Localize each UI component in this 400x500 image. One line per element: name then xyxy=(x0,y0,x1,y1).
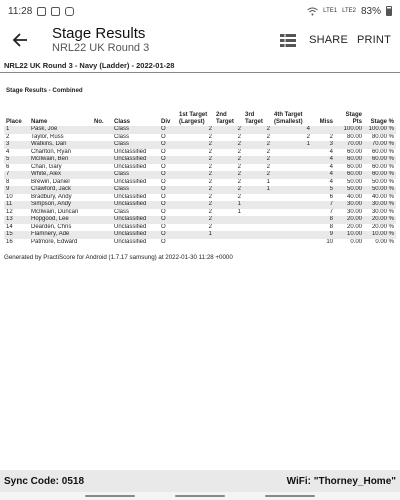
table-cell: 4 xyxy=(312,156,335,164)
signal-label-2: LTE2 xyxy=(342,8,356,14)
table-cell xyxy=(214,231,243,239)
table-row[interactable] xyxy=(4,239,396,247)
table-cell xyxy=(272,231,312,239)
table-cell: 7 xyxy=(329,208,333,215)
table-cell: 1 xyxy=(4,126,29,134)
table-cell: McIlwain, Ben xyxy=(29,156,92,164)
table-cell xyxy=(92,239,112,247)
table-cell: Pask, Joe xyxy=(29,126,92,134)
wifi-icon xyxy=(307,7,318,16)
table-cell: Unclassified xyxy=(112,156,159,164)
table-cell xyxy=(92,171,112,179)
table-cell: Charlton, Ryan xyxy=(31,148,72,155)
table-cell: 1 xyxy=(177,231,214,239)
table-cell xyxy=(92,194,112,202)
table-cell: 60.00 xyxy=(346,148,362,155)
signal-label-1: LTE1 xyxy=(323,8,338,14)
table-cell: 2 xyxy=(329,133,333,140)
table-cell: 2 xyxy=(214,141,243,149)
table-cell: Simpson, Andy xyxy=(29,201,92,209)
table-cell xyxy=(272,239,312,247)
back-nav-button[interactable] xyxy=(265,495,315,497)
table-cell: 40.00 % xyxy=(371,193,394,200)
table-cell xyxy=(177,239,214,247)
table-cell: O xyxy=(159,201,177,209)
page-title: Stage Results xyxy=(52,25,146,42)
table-row[interactable] xyxy=(4,156,396,164)
column-header: Name xyxy=(31,119,48,125)
table-cell xyxy=(214,216,243,224)
table-cell: 2 xyxy=(214,156,243,164)
column-header: Stage Pts xyxy=(345,112,362,125)
table-cell: 4 xyxy=(6,148,10,155)
table-cell: 60.00 xyxy=(346,163,362,170)
table-cell: 8 xyxy=(312,216,335,224)
table-cell: 30.00 xyxy=(335,201,364,209)
table-cell: 2 xyxy=(208,223,212,230)
table-cell: 2 xyxy=(177,216,214,224)
table-cell: 13 xyxy=(4,216,29,224)
table-cell: O xyxy=(161,163,166,170)
column-header: 2nd Target xyxy=(216,112,234,125)
table-cell xyxy=(214,224,243,232)
table-cell: Unclassified xyxy=(112,231,159,239)
clock: 11:28 xyxy=(8,5,33,17)
table-cell xyxy=(272,156,312,164)
battery-percent: 83% xyxy=(360,5,381,17)
table-cell: 4 xyxy=(329,148,333,155)
table-cell: 80.00 % xyxy=(371,133,394,140)
table-cell: O xyxy=(161,223,166,230)
table-cell: 50.00 xyxy=(335,186,364,194)
table-cell xyxy=(92,201,112,209)
table-cell: 30.00 xyxy=(346,208,362,215)
table-cell xyxy=(92,179,112,187)
table-cell: O xyxy=(159,126,177,134)
table-cell: 1 xyxy=(266,178,270,185)
table-cell: 10.00 xyxy=(335,231,364,239)
home-button[interactable] xyxy=(175,495,225,497)
table-cell: 80.00 xyxy=(346,133,362,140)
column-header: Div xyxy=(161,119,171,125)
table-cell: 1 xyxy=(237,208,241,215)
table-cell: 2 xyxy=(214,186,243,194)
table-cell: 3 xyxy=(312,141,335,149)
table-cell: 2 xyxy=(266,163,270,170)
table-cell: 9 xyxy=(312,231,335,239)
table-cell: McIlwain, Duncan xyxy=(31,208,79,215)
table-cell: Class xyxy=(114,208,130,215)
column-header: Class xyxy=(114,119,131,125)
table-cell: Class xyxy=(112,126,159,134)
table-cell: Unclassified xyxy=(114,148,147,155)
share-button[interactable]: SHARE xyxy=(309,34,348,46)
notification-icon xyxy=(37,7,46,16)
back-button[interactable] xyxy=(2,22,38,58)
table-cell xyxy=(92,224,112,232)
table-cell: 7 xyxy=(4,171,29,179)
table-row[interactable] xyxy=(4,201,396,209)
status-bar xyxy=(0,0,400,22)
table-cell: O xyxy=(159,186,177,194)
table-cell: 5 xyxy=(312,186,335,194)
table-cell: 10 xyxy=(6,193,13,200)
column-header: 4th Target (Smallest) xyxy=(274,112,303,125)
table-cell: O xyxy=(161,238,166,245)
table-cell xyxy=(92,216,112,224)
table-cell: Unclassified xyxy=(114,238,147,245)
table-cell: 2 xyxy=(266,148,270,155)
recent-apps-button[interactable] xyxy=(85,495,135,497)
table-cell: 2 xyxy=(237,163,241,170)
table-cell: 2 xyxy=(237,133,241,140)
table-cell xyxy=(272,149,312,157)
table-cell: Class xyxy=(112,171,159,179)
table-cell: O xyxy=(161,178,166,185)
table-cell: 1 xyxy=(272,141,312,149)
table-cell: Unclassified xyxy=(114,178,147,185)
table-cell: Crawford, Jack xyxy=(29,186,92,194)
table-cell xyxy=(272,224,312,232)
column-header: No. xyxy=(94,119,104,125)
table-cell: 2 xyxy=(306,133,310,140)
table-cell: 70.00 xyxy=(335,141,364,149)
table-cell: Unclassified xyxy=(112,216,159,224)
wifi-name: WiFi: "Thorney_Home" xyxy=(286,475,396,487)
table-cell: 2 xyxy=(237,193,241,200)
table-cell: 11 xyxy=(4,201,29,209)
results-content xyxy=(0,60,400,261)
table-cell: 2 xyxy=(243,156,272,164)
table-cell xyxy=(243,239,272,247)
table-cell: Unclassified xyxy=(114,193,147,200)
table-cell: 1 xyxy=(243,186,272,194)
table-cell: 60.00 % xyxy=(364,171,396,179)
table-cell: Taylor, Russ xyxy=(31,133,64,140)
match-header: NRL22 UK Round 3 - Navy (Ladder) - 2022-01-28 xyxy=(0,60,400,73)
bottom-bar xyxy=(0,470,400,492)
section-title: Stage Results - Combined xyxy=(6,87,83,94)
table-cell: Hopgood, Lee xyxy=(29,216,92,224)
battery-icon xyxy=(386,6,392,16)
table-cell: 2 xyxy=(214,126,243,134)
table-header-row xyxy=(4,98,396,126)
table-cell: 0.00 % xyxy=(375,238,394,245)
table-row[interactable] xyxy=(4,216,396,224)
table-row[interactable] xyxy=(4,149,396,157)
print-button[interactable]: PRINT xyxy=(357,34,391,46)
table-cell: Class xyxy=(112,186,159,194)
table-cell: 2 xyxy=(208,193,212,200)
table-row[interactable] xyxy=(4,134,396,142)
table-cell: 50.00 xyxy=(346,178,362,185)
table-cell: Class xyxy=(114,133,130,140)
table-cell xyxy=(92,231,112,239)
table-cell xyxy=(272,194,312,202)
table-cell: O xyxy=(159,231,177,239)
table-cell xyxy=(92,126,112,134)
table-cell xyxy=(243,216,272,224)
table-cell xyxy=(312,126,335,134)
table-cell: Dearden, Chris xyxy=(31,223,72,230)
table-cell: 9 xyxy=(4,186,29,194)
table-cell: 30.00 % xyxy=(371,208,394,215)
table-cell: 8 xyxy=(6,178,10,185)
table-cell: 2 xyxy=(6,133,10,140)
table-cell: 7 xyxy=(312,201,335,209)
list-view-icon[interactable] xyxy=(279,31,297,49)
table-cell: 10.00 % xyxy=(364,231,396,239)
table-cell: 2 xyxy=(177,186,214,194)
table-cell xyxy=(243,224,272,232)
app-bar xyxy=(0,22,400,58)
table-cell xyxy=(243,201,272,209)
table-cell: 2 xyxy=(177,156,214,164)
table-cell: 8 xyxy=(329,223,333,230)
table-cell: Unclassified xyxy=(112,201,159,209)
table-cell xyxy=(272,186,312,194)
column-header: Place xyxy=(6,119,22,125)
table-cell: 60.00 % xyxy=(371,148,394,155)
table-cell xyxy=(92,156,112,164)
table-cell: O xyxy=(161,148,166,155)
table-cell: 5 xyxy=(4,156,29,164)
table-row[interactable] xyxy=(4,126,396,134)
table-cell: 100.00 xyxy=(335,126,364,134)
table-cell xyxy=(272,201,312,209)
navigation-bar xyxy=(0,492,400,500)
table-cell xyxy=(272,216,312,224)
table-cell: 0.00 xyxy=(350,238,362,245)
table-cell: 60.00 % xyxy=(371,163,394,170)
column-header: Stage % xyxy=(370,119,394,125)
table-cell: Unclassified xyxy=(114,223,147,230)
table-cell xyxy=(272,164,312,172)
table-row[interactable] xyxy=(4,194,396,202)
table-cell: Class xyxy=(112,141,159,149)
table-cell: 6 xyxy=(6,163,10,170)
table-cell: 50.00 % xyxy=(371,178,394,185)
table-row[interactable] xyxy=(4,171,396,179)
table-cell: 4 xyxy=(272,126,312,134)
table-cell xyxy=(92,186,112,194)
generated-note: Generated by PractiScore for Android (1.7.17 samsung) at 2022-01-30 11:28 +0000 xyxy=(4,254,233,261)
table-cell xyxy=(92,209,112,217)
table-cell: 20.00 xyxy=(335,216,364,224)
table-cell: 2 xyxy=(208,133,212,140)
table-cell xyxy=(92,149,112,157)
table-cell: 20.00 % xyxy=(371,223,394,230)
results-table xyxy=(4,98,396,246)
table-cell: 2 xyxy=(243,126,272,134)
table-cell: 4 xyxy=(329,163,333,170)
table-cell: 60.00 % xyxy=(364,156,396,164)
table-row[interactable] xyxy=(4,179,396,187)
table-cell: O xyxy=(159,171,177,179)
table-cell: 20.00 % xyxy=(364,216,396,224)
table-row[interactable] xyxy=(4,164,396,172)
instagram-icon xyxy=(65,7,74,16)
table-cell xyxy=(272,179,312,187)
table-cell: O xyxy=(159,216,177,224)
table-cell: 2 xyxy=(208,208,212,215)
table-cell: 60.00 xyxy=(335,156,364,164)
table-cell xyxy=(214,239,243,247)
table-cell: 10 xyxy=(326,238,333,245)
table-cell: 50.00 % xyxy=(364,186,396,194)
table-cell xyxy=(92,141,112,149)
table-cell: White, Alex xyxy=(29,171,92,179)
table-cell: 15 xyxy=(4,231,29,239)
table-cell: 2 xyxy=(177,126,214,134)
table-cell: 4 xyxy=(312,171,335,179)
table-row[interactable] xyxy=(4,141,396,149)
table-cell: 3 xyxy=(4,141,29,149)
table-cell: 2 xyxy=(237,148,241,155)
column-header: Miss xyxy=(319,119,333,125)
table-cell: 20.00 xyxy=(346,223,362,230)
sync-code: Sync Code: 0518 xyxy=(4,475,85,487)
table-cell: 2 xyxy=(177,201,214,209)
notification-icon xyxy=(51,7,60,16)
table-cell: Chan, Gary xyxy=(31,163,62,170)
table-cell: 2 xyxy=(177,171,214,179)
table-cell: 2 xyxy=(208,163,212,170)
column-header: 3rd Target xyxy=(245,112,263,125)
page-subtitle: NRL22 UK Round 3 xyxy=(52,42,150,54)
table-cell: 60.00 xyxy=(335,171,364,179)
table-cell: Bradbury, Andy xyxy=(31,193,72,200)
table-cell: 2 xyxy=(214,171,243,179)
table-row[interactable] xyxy=(4,186,396,194)
table-cell xyxy=(243,194,272,202)
table-cell: O xyxy=(161,208,166,215)
table-cell: 100.00 % xyxy=(364,126,396,134)
table-cell: 2 xyxy=(177,141,214,149)
table-cell: 40.00 xyxy=(346,193,362,200)
table-cell xyxy=(243,209,272,217)
table-cell: O xyxy=(161,133,166,140)
table-cell: 30.00 % xyxy=(364,201,396,209)
table-cell: 2 xyxy=(243,141,272,149)
table-cell: Unclassified xyxy=(114,163,147,170)
table-cell: 2 xyxy=(243,171,272,179)
table-cell xyxy=(272,171,312,179)
table-cell: 6 xyxy=(329,193,333,200)
table-cell: O xyxy=(159,156,177,164)
column-header: 1st Target (Largest) xyxy=(179,112,208,125)
table-cell: 2 xyxy=(208,148,212,155)
table-cell xyxy=(92,134,112,142)
table-cell xyxy=(92,164,112,172)
table-row[interactable] xyxy=(4,231,396,239)
table-cell: 2 xyxy=(237,178,241,185)
table-cell: O xyxy=(159,141,177,149)
table-cell: Brewin, Daniel xyxy=(31,178,70,185)
table-cell: 14 xyxy=(6,223,13,230)
table-cell: 4 xyxy=(329,178,333,185)
table-cell: 1 xyxy=(214,201,243,209)
table-cell: Flamnery, Ade xyxy=(29,231,92,239)
table-row[interactable] xyxy=(4,224,396,232)
table-cell: 12 xyxy=(6,208,13,215)
table-cell: 16 xyxy=(6,238,13,245)
table-cell: 70.00 % xyxy=(364,141,396,149)
table-cell: Watkins, Dan xyxy=(29,141,92,149)
table-cell: 2 xyxy=(208,178,212,185)
table-cell: Patmore, Edward xyxy=(31,238,78,245)
table-cell xyxy=(243,231,272,239)
back-arrow-icon xyxy=(12,32,28,48)
table-cell xyxy=(272,209,312,217)
table-cell: O xyxy=(161,193,166,200)
table-row[interactable] xyxy=(4,209,396,217)
table-cell: 2 xyxy=(266,133,270,140)
